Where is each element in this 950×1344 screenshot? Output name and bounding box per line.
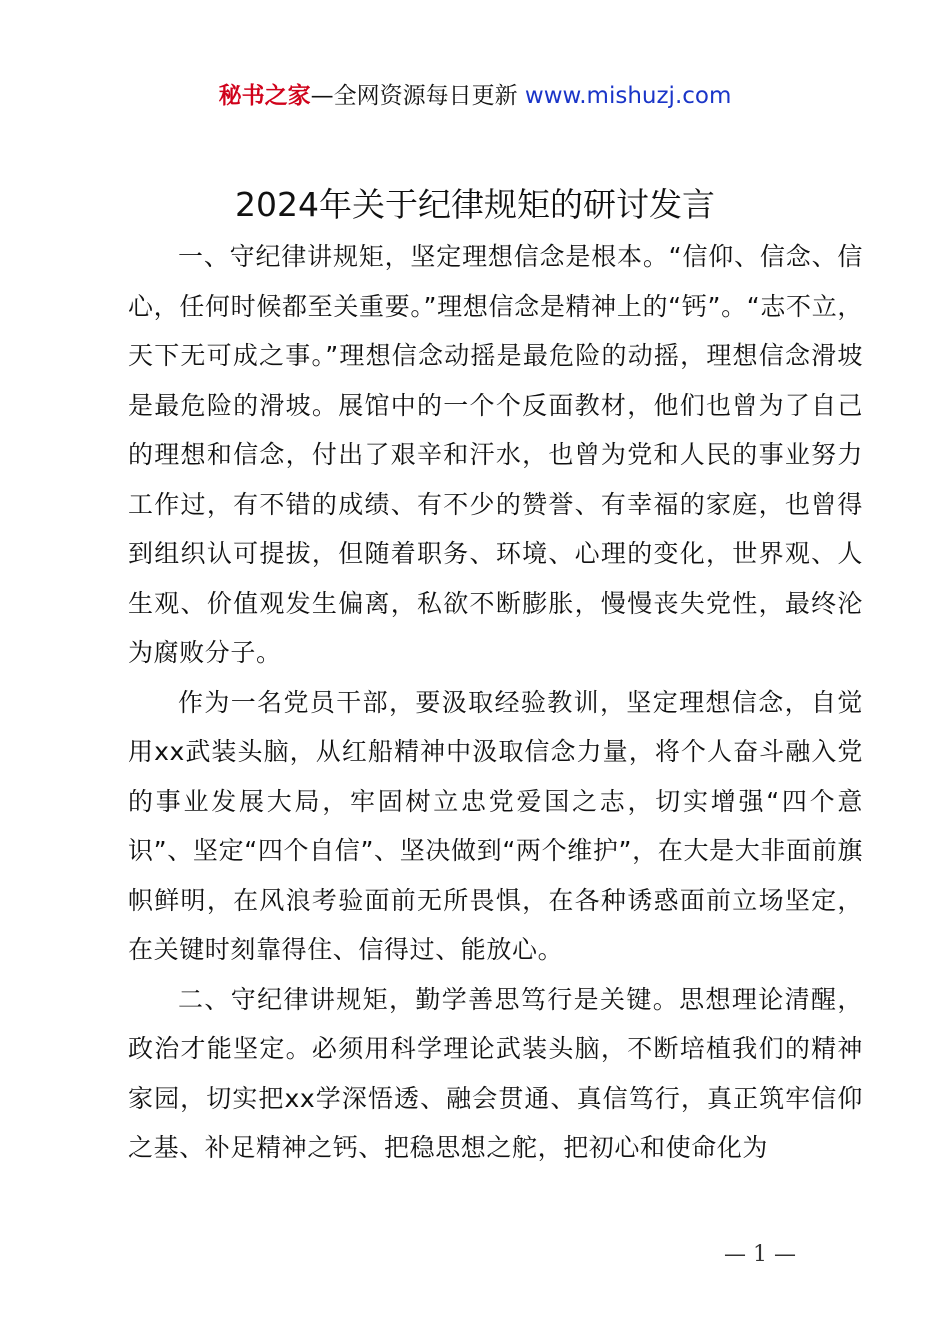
paragraph: 二、守纪律讲规矩，勤学善思笃行是关键。思想理论清醒，政治才能坚定。必须用科学理论武装头脑，不断培植我们的精神家园，切实把xx学深悟透、融会贯通、真信笃行，真正筑牢信仰之基、补足精神之钙、把稳思想之舵，把初心和使命化为: [128, 984, 863, 1162]
paragraph: 作为一名党员干部，要汲取经验教训，坚定理想信念，自觉用xx武装头脑，从红船精神中汲取信念力量，将个人奋斗融入党的事业发展大局，牢固树立忠党爱国之志，切实增强“四个意识”、坚定“四个自信”、坚决做到“两个维护”，在大是大非面前旗帜鲜明，在风浪考验面前无所畏惧，在各种诱惑面前立场坚定，在关键时刻靠得住、信得过、能放心。: [128, 687, 863, 964]
document-body: [128, 232, 863, 1173]
document-title: 2024年关于纪律规矩的研讨发言: [235, 185, 715, 224]
page-number: — 1 —: [724, 1242, 796, 1267]
site-brand: 秘书之家: [218, 83, 311, 109]
site-url-link[interactable]: www.mishuzj.com: [524, 83, 732, 109]
site-tagline: —全网资源每日更新: [310, 83, 518, 109]
site-header: [0, 80, 950, 112]
paragraph: 一、守纪律讲规矩，坚定理想信念是根本。“信仰、信念、信心，任何时候都至关重要。”理想信念是精神上的“钙”。“志不立，天下无可成之事。”理想信念动摇是最危险的动摇，理想信念滑坡是最危险的滑坡。展馆中的一个个反面教材，他们也曾为了自己的理想和信念，付出了艰辛和汗水，也曾为党和人民的事业努力工作过，有不错的成绩、有不少的赞誉、有幸福的家庭，也曾得到组织认可提拔，但随着职务、环境、心理的变化，世界观、人生观、价值观发生偏离，私欲不断膨胀，慢慢丧失党性，最终沦为腐败分子。: [128, 242, 863, 667]
